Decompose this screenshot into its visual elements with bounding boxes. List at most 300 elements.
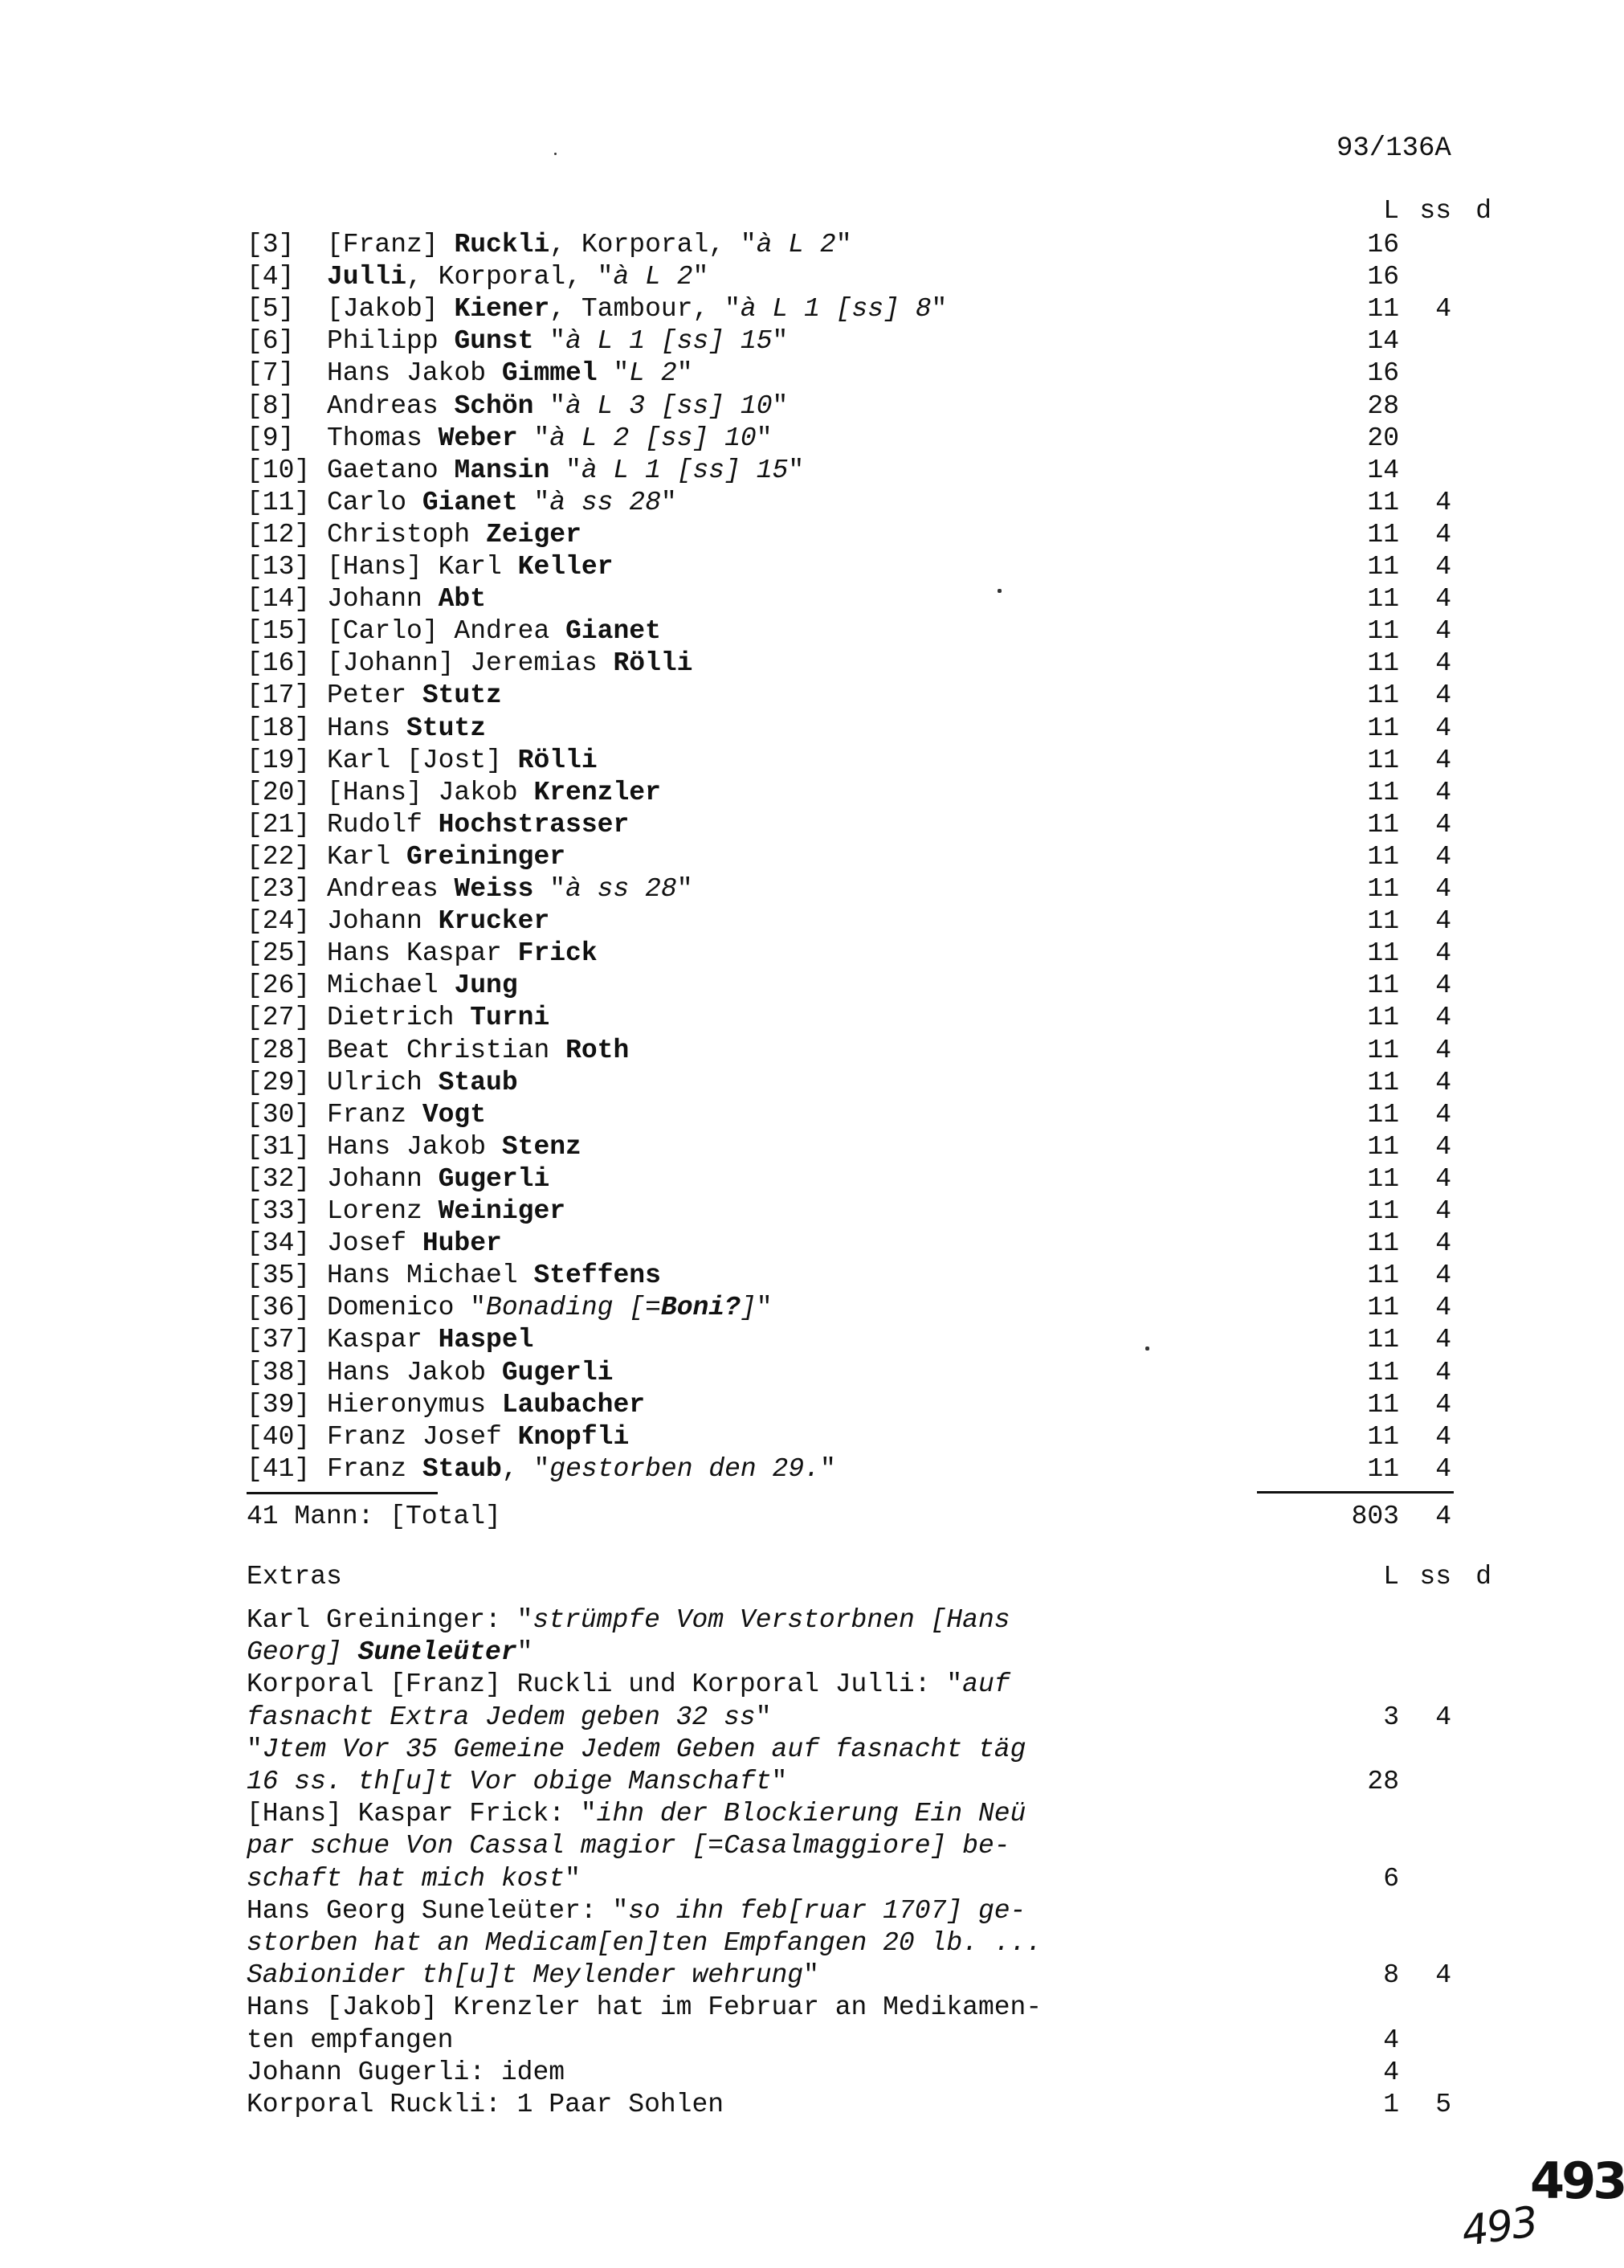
text-segment: Ulrich (327, 1067, 439, 1097)
text-segment: Hans Georg Suneleüter: " (247, 1895, 629, 1926)
roster-row (247, 358, 1467, 390)
extras-text (247, 2089, 724, 2121)
text-segment: Jung (454, 971, 518, 1001)
text-segment: Franz (327, 1453, 422, 1484)
text-segment: Johann (327, 584, 439, 615)
text-segment: Gugerli (501, 1357, 614, 1387)
roster-row (247, 777, 1467, 809)
text-segment: Ruckli (454, 230, 550, 259)
entry-number: [23] (247, 874, 311, 904)
entry-number: [32] (247, 1163, 311, 1194)
text-segment: " (597, 358, 630, 389)
roster-row (247, 615, 1467, 648)
extras-line (247, 2089, 1467, 2121)
roster-row (247, 1389, 1467, 1421)
amount-L: 11 (1367, 584, 1399, 615)
roster-entry (247, 293, 947, 325)
amount-ss: 4 (1435, 584, 1451, 615)
entry-number: [39] (247, 1389, 311, 1420)
text-segment: " (835, 230, 852, 259)
roster-entry (247, 1421, 629, 1453)
extras-line (247, 1959, 1467, 1992)
amount-ss: 4 (1435, 1389, 1451, 1420)
entry-number: [31] (247, 1131, 311, 1162)
roster-row (247, 1067, 1467, 1099)
extras-amount-ss: 5 (1435, 2090, 1451, 2119)
text-segment: Julli (327, 262, 407, 292)
amount-ss: 4 (1435, 1325, 1451, 1355)
roster-entry (247, 809, 629, 841)
entry-number: [25] (247, 938, 311, 969)
document-reference: 93/136A (1336, 133, 1451, 164)
entry-number: [19] (247, 745, 311, 775)
extras-line (247, 1992, 1467, 2024)
text-segment: Franz Josef (327, 1421, 518, 1452)
text-segment: Lorenz (327, 1196, 439, 1226)
extras-line (247, 1927, 1467, 1959)
extras-text (247, 1927, 1042, 1959)
amount-L: 11 (1367, 487, 1399, 517)
total-L: 803 (1351, 1502, 1399, 1531)
text-segment: Karl [Jost] (327, 745, 518, 775)
entry-number: [29] (247, 1067, 311, 1097)
roster-row (247, 713, 1467, 745)
text-segment: Zeiger (486, 519, 581, 550)
text-segment: Korporal Ruckli: 1 Paar Sohlen (247, 2090, 724, 2119)
text-segment: Laubacher (501, 1389, 646, 1420)
extras-text (247, 1637, 532, 1669)
text-segment: à ss 28 (565, 874, 677, 904)
amount-L: 14 (1367, 455, 1399, 485)
text-segment: Johann (327, 906, 439, 937)
text-segment: Hans Jakob (327, 1131, 502, 1162)
entry-number: [24] (247, 906, 311, 937)
text-segment: Suneleüter (357, 1637, 517, 1668)
extras-text (247, 1766, 787, 1798)
extras-amount-L: 1 (1383, 2090, 1399, 2119)
amount-L: 11 (1367, 971, 1399, 1001)
amount-L: 16 (1367, 358, 1399, 389)
entry-number: [11] (247, 487, 311, 517)
roster-entry (247, 713, 486, 745)
roster-entry (247, 873, 693, 905)
roster-row (247, 293, 1467, 325)
roster-row (247, 1002, 1467, 1034)
extras-line (247, 2025, 1467, 2057)
text-segment: Bonading [= (486, 1293, 661, 1323)
text-segment: storben hat an Medicam[en]ten Empfangen 20 lb. ... (247, 1928, 1043, 1958)
text-segment: " (517, 423, 550, 453)
header-L: L (1383, 196, 1399, 226)
text-segment: Korporal [Franz] Ruckli und Korporal Julli: " (247, 1669, 963, 1700)
text-segment: " (772, 390, 789, 421)
amount-ss: 4 (1435, 809, 1451, 840)
text-segment: Mansin (454, 455, 550, 485)
amount-L: 14 (1367, 326, 1399, 357)
amount-ss: 4 (1435, 906, 1451, 937)
extras-line (247, 1798, 1467, 1830)
roster-entry (247, 390, 788, 423)
amount-ss: 4 (1435, 487, 1451, 517)
amount-ss: 4 (1435, 648, 1451, 679)
amount-L: 16 (1367, 230, 1399, 259)
roster-row (247, 1421, 1467, 1453)
extras-amount-L: 4 (1383, 2057, 1399, 2087)
amount-ss: 4 (1435, 1099, 1451, 1130)
roster-row (247, 648, 1467, 680)
extras-text (247, 1798, 1026, 1830)
entry-number: [3] (247, 230, 295, 259)
text-segment: Karl (327, 841, 407, 872)
text-segment: , Tambour, " (549, 294, 741, 325)
amount-ss: 4 (1435, 680, 1451, 711)
roster-entry (247, 905, 549, 938)
amount-ss: 4 (1435, 938, 1451, 969)
amount-L: 11 (1367, 648, 1399, 679)
text-segment: Domenico " (327, 1293, 487, 1323)
text-segment: Peter (327, 680, 422, 711)
amount-L: 11 (1367, 1067, 1399, 1097)
text-segment: Johann (327, 1163, 439, 1194)
amount-L: 11 (1367, 841, 1399, 872)
roster-row (247, 1292, 1467, 1324)
extras-text (247, 2025, 453, 2057)
roster-row (247, 873, 1467, 905)
text-segment: Andreas (327, 874, 455, 904)
entry-number: [5] (247, 294, 295, 325)
roster-entry (247, 1035, 629, 1067)
roster-row (247, 487, 1467, 519)
roster-entry (247, 648, 693, 680)
extras-text (247, 1734, 1026, 1766)
entry-number: [17] (247, 680, 311, 711)
amount-L: 11 (1367, 1035, 1399, 1065)
text-segment: ] (740, 1293, 757, 1323)
text-segment: à L 2 (613, 262, 693, 292)
amount-L: 11 (1367, 519, 1399, 550)
entry-number: [27] (247, 1003, 311, 1033)
text-segment: [Hans] Kaspar Frick: " (247, 1799, 597, 1829)
text-segment: gestorben den 29. (549, 1453, 820, 1484)
amount-L: 11 (1367, 1163, 1399, 1194)
text-segment: Franz (327, 1099, 422, 1130)
roster-entry (247, 1324, 533, 1356)
amount-L: 28 (1367, 390, 1399, 421)
text-segment: à L 1 [ss] 8 (740, 294, 932, 325)
text-segment: " (803, 1960, 819, 1991)
total-ss: 4 (1435, 1502, 1451, 1531)
text-segment: " (756, 1293, 773, 1323)
text-segment: Stenz (501, 1131, 581, 1162)
roster-entry (247, 841, 565, 873)
amount-ss: 4 (1435, 1035, 1451, 1065)
roster-row (247, 1260, 1467, 1292)
amount-L: 11 (1367, 1453, 1399, 1484)
text-segment: " (660, 487, 677, 517)
extras-line (247, 2057, 1467, 2089)
roster-entry (247, 615, 661, 648)
text-segment: " (755, 1702, 772, 1732)
roster-row (247, 1163, 1467, 1195)
text-segment: schaft hat mich kost (247, 1863, 565, 1894)
amount-L: 16 (1367, 262, 1399, 292)
roster-row (247, 325, 1467, 358)
roster-entry (247, 970, 518, 1002)
roster-row (247, 1195, 1467, 1228)
extras-text (247, 1992, 1042, 2024)
extras-amount-L: 6 (1383, 1863, 1399, 1894)
text-segment: Roth (565, 1035, 630, 1065)
text-segment: Turni (470, 1003, 550, 1033)
entry-number: [9] (247, 423, 295, 453)
text-segment: à L 2 [ss] 10 (549, 423, 757, 453)
text-segment: , " (501, 1453, 550, 1484)
text-segment: " (247, 1734, 263, 1764)
text-segment: Keller (517, 552, 614, 582)
text-segment: strümpfe Vom Verstorbnen [Hans (532, 1605, 1010, 1635)
roster-entry (247, 1099, 486, 1131)
entry-number: [20] (247, 777, 311, 807)
amount-ss: 4 (1435, 1293, 1451, 1323)
text-segment: Gianet (565, 616, 661, 647)
text-segment: 16 ss. th[u]t Vor obige Manschaft (247, 1767, 772, 1796)
amount-ss: 4 (1435, 519, 1451, 550)
entry-number: [15] (247, 616, 311, 647)
amount-L: 11 (1367, 680, 1399, 711)
extras-amount-L: 3 (1383, 1702, 1399, 1732)
text-segment: Gunst (454, 326, 534, 357)
text-segment: [Hans] Jakob (327, 777, 534, 807)
text-segment: Josef (327, 1228, 422, 1259)
extras-text (247, 1830, 1010, 1862)
roster-row (247, 1453, 1467, 1485)
roster-row (247, 1035, 1467, 1067)
entry-number: [16] (247, 648, 311, 679)
text-segment: Gugerli (438, 1163, 550, 1194)
amount-ss: 4 (1435, 1421, 1451, 1452)
extras-header-ss: ss (1419, 1562, 1451, 1592)
text-segment: [Johann] Jeremias (327, 648, 614, 679)
text-segment: Sabionider th[u]t Meylender wehrung (247, 1960, 804, 1991)
entry-number: [30] (247, 1099, 311, 1130)
roster-entry (247, 487, 677, 519)
amount-L: 11 (1367, 713, 1399, 743)
text-segment: Greininger (406, 841, 566, 872)
total-row (247, 1501, 1467, 1533)
text-segment: [Franz] (327, 230, 455, 259)
text-segment: Christoph (327, 519, 487, 550)
text-segment: Schön (454, 390, 534, 421)
extras-line (247, 1830, 1467, 1862)
entry-number: [41] (247, 1453, 311, 1484)
text-segment: Dietrich (327, 1003, 471, 1033)
entry-number: [26] (247, 971, 311, 1001)
roster-entry (247, 745, 598, 777)
amount-L: 20 (1367, 423, 1399, 453)
roster-entry (247, 583, 486, 615)
extras-text (247, 2057, 565, 2089)
amount-L: 11 (1367, 1357, 1399, 1387)
extras-amount-ss: 4 (1435, 1702, 1451, 1732)
text-segment: Hans Michael (327, 1261, 534, 1291)
roster-row (247, 261, 1467, 293)
text-segment: Krucker (438, 906, 550, 937)
roster-entry (247, 551, 613, 583)
roster-entry (247, 938, 598, 970)
text-segment: " (788, 455, 805, 485)
text-segment: Knopfli (517, 1421, 630, 1452)
amount-ss: 4 (1435, 745, 1451, 775)
amount-ss: 4 (1435, 1131, 1451, 1162)
amount-L: 11 (1367, 1003, 1399, 1033)
roster-entry (247, 455, 804, 487)
entry-number: [36] (247, 1293, 311, 1323)
amount-ss: 4 (1435, 713, 1451, 743)
text-segment: Haspel (438, 1325, 534, 1355)
text-segment: Rölli (613, 648, 693, 679)
entry-number: [38] (247, 1357, 311, 1387)
text-segment: Hans [Jakob] Krenzler hat im Februar an Medikamen- (247, 1992, 1043, 2023)
extras-amount-L: 28 (1367, 1767, 1399, 1796)
handwritten-page-number-upper: 493 (1530, 2152, 1624, 2210)
roster-row (247, 745, 1467, 777)
entry-number: [35] (247, 1261, 311, 1291)
roster-row (247, 841, 1467, 873)
text-segment: Kaspar (327, 1325, 439, 1355)
roster-entry (247, 1228, 502, 1260)
text-segment: Vogt (422, 1099, 487, 1130)
amount-L: 11 (1367, 938, 1399, 969)
roster-row (247, 229, 1467, 261)
extras-line (247, 1637, 1467, 1669)
roster-entry (247, 680, 502, 712)
text-segment: " (772, 326, 789, 357)
roster-row (247, 905, 1467, 938)
amount-ss: 4 (1435, 777, 1451, 807)
amount-L: 11 (1367, 1293, 1399, 1323)
roster-row (247, 390, 1467, 423)
text-segment: " (931, 294, 948, 325)
amount-L: 11 (1367, 1228, 1399, 1259)
text-segment: Weiss (454, 874, 534, 904)
extras-title: Extras (247, 1562, 342, 1592)
text-segment: " (676, 874, 693, 904)
extras-amount-L: 8 (1383, 1960, 1399, 1991)
roster-entry (247, 1260, 661, 1292)
text-segment: Stutz (422, 680, 502, 711)
text-segment: Hans Kaspar (327, 938, 518, 969)
text-segment: ihn der Blockierung Ein Neü (596, 1799, 1026, 1829)
extras-line (247, 1766, 1467, 1798)
extras-line (247, 1604, 1467, 1637)
text-segment: " (533, 326, 566, 357)
text-segment: Philipp (327, 326, 455, 357)
entry-number: [18] (247, 713, 311, 743)
text-segment: Boni? (660, 1293, 741, 1323)
text-segment: Johann Gugerli: idem (247, 2057, 565, 2087)
text-segment: Hans Jakob (327, 358, 502, 389)
text-segment: " (565, 1863, 581, 1894)
roster-entry (247, 423, 773, 455)
extras-text (247, 1863, 581, 1895)
extras-line (247, 1702, 1467, 1734)
entry-number: [12] (247, 519, 311, 550)
text-segment: [Hans] Karl (327, 552, 518, 582)
text-segment: Georg] (247, 1637, 358, 1668)
roster-row (247, 938, 1467, 970)
amount-L: 11 (1367, 1421, 1399, 1452)
amount-L: 11 (1367, 616, 1399, 647)
amount-ss: 4 (1435, 616, 1451, 647)
text-segment: Hans (327, 713, 407, 743)
text-segment: Weiniger (438, 1196, 566, 1226)
amount-L: 11 (1367, 874, 1399, 904)
entry-number: [14] (247, 584, 311, 615)
roster-row (247, 1099, 1467, 1131)
text-segment: " (771, 1767, 788, 1796)
amount-ss: 4 (1435, 1196, 1451, 1226)
amount-ss: 4 (1435, 552, 1451, 582)
scan-speck (998, 589, 1002, 593)
roster-entry (247, 1002, 549, 1034)
extras-amount-ss: 4 (1435, 1960, 1451, 1991)
roster-entry (247, 1195, 565, 1228)
entry-number: [34] (247, 1228, 311, 1259)
text-segment: Gimmel (501, 358, 598, 389)
amount-ss: 4 (1435, 1261, 1451, 1291)
amount-L: 11 (1367, 906, 1399, 937)
text-segment: Thomas (327, 423, 439, 453)
text-segment: " (533, 874, 566, 904)
text-segment: à ss 28 (549, 487, 661, 517)
roster-entry (247, 358, 693, 390)
extras-text (247, 1895, 1026, 1927)
extras-text (247, 1702, 772, 1734)
roster-entry (247, 229, 852, 261)
text-segment: Hieronymus (327, 1389, 502, 1420)
entry-number: [10] (247, 455, 311, 485)
amount-L: 11 (1367, 294, 1399, 325)
entry-number: [4] (247, 262, 295, 292)
amount-ss: 4 (1435, 841, 1451, 872)
text-segment: Rölli (517, 745, 598, 775)
amount-ss: 4 (1435, 294, 1451, 325)
extras-header-d: d (1475, 1562, 1491, 1592)
amount-L: 11 (1367, 1196, 1399, 1226)
roster-row (247, 970, 1467, 1002)
text-segment: ten empfangen (247, 2025, 454, 2055)
amount-ss: 4 (1435, 1453, 1451, 1484)
amount-L: 11 (1367, 777, 1399, 807)
amount-ss: 4 (1435, 1003, 1451, 1033)
extras-header-row (247, 1561, 1491, 1593)
entry-number: [40] (247, 1421, 311, 1452)
entry-number: [8] (247, 390, 295, 421)
text-segment: Staub (438, 1067, 518, 1097)
roster-entry (247, 777, 661, 809)
roster-row (247, 809, 1467, 841)
scan-speck (554, 153, 557, 155)
roster-row (247, 680, 1467, 712)
entry-number: [37] (247, 1325, 311, 1355)
text-segment: " (516, 1637, 533, 1668)
text-segment: Jtem Vor 35 Gemeine Jedem Geben auf fasnacht täg (262, 1734, 1026, 1764)
text-segment: Rudolf (327, 809, 439, 840)
extras-amount-L: 4 (1383, 2025, 1399, 2055)
text-segment: L 2 (629, 358, 677, 389)
entry-number: [28] (247, 1035, 311, 1065)
text-segment: Beat Christian (327, 1035, 566, 1065)
